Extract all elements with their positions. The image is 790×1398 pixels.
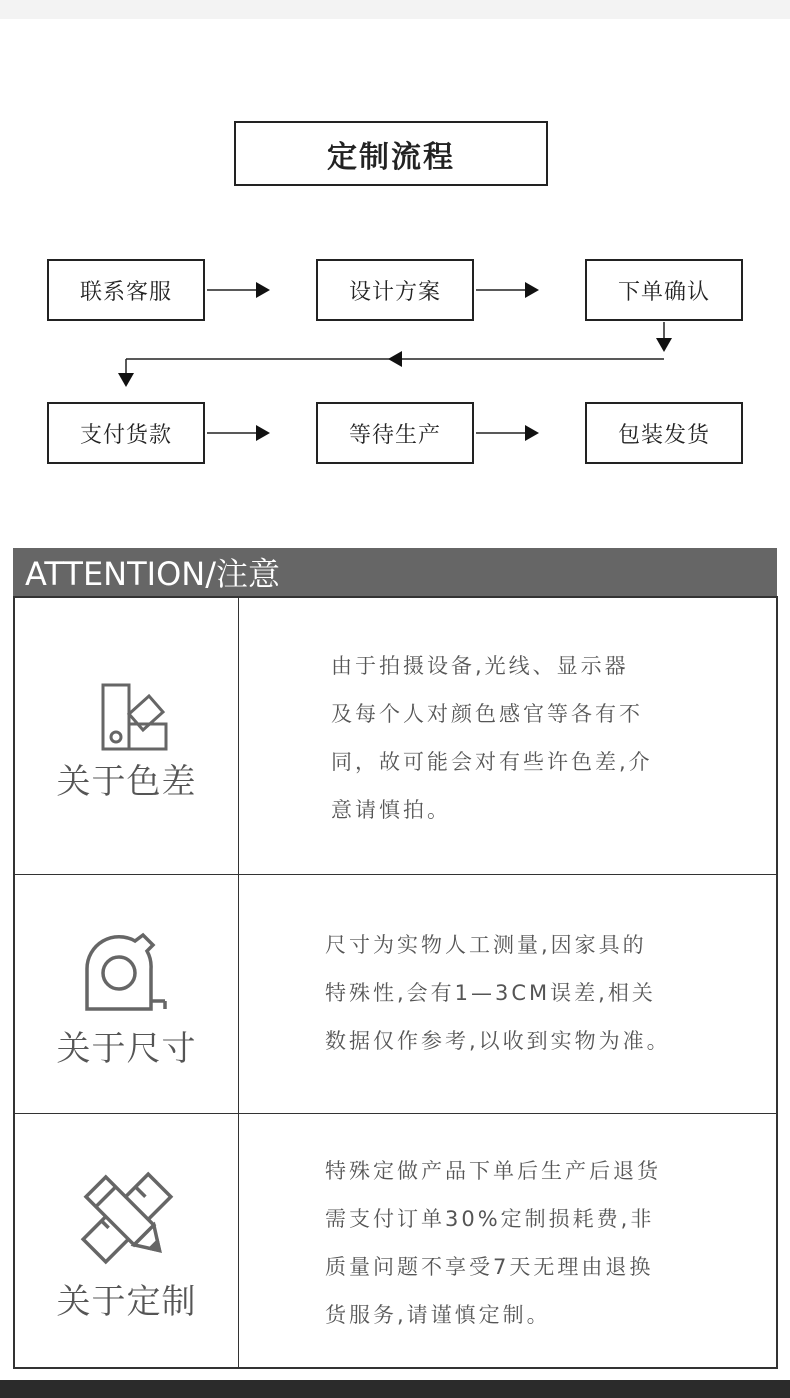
attention-label: 关于定制	[56, 1282, 197, 1322]
process-title: 定制流程	[234, 121, 548, 186]
attention-label: 关于尺寸	[56, 1029, 197, 1069]
flow-step-production: 等待生产	[316, 402, 474, 464]
text-line: 同，故可能会对有些许色差,介	[331, 750, 653, 774]
tape-measure-icon	[77, 931, 169, 1021]
attention-label-cell	[15, 598, 239, 874]
text-line: 由于拍摄设备,光线、显示器	[331, 654, 629, 678]
text-line: 及每个人对颜色感官等各有不	[331, 702, 643, 726]
pencil-ruler-icon	[77, 1170, 177, 1270]
text-line: 意请慎拍。	[331, 798, 451, 822]
attention-label-cell	[15, 875, 239, 1113]
attention-row-size	[15, 875, 776, 1114]
bottom-divider-bar	[0, 1380, 790, 1398]
attention-header: ATTENTION/注意	[13, 548, 777, 596]
attention-label: 关于色差	[56, 762, 197, 802]
text-line: 特殊性,会有1—3CM误差,相关	[325, 981, 656, 1005]
arrow-right-icon	[256, 425, 270, 441]
text-line: 需支付订单30%定制损耗费,非	[325, 1207, 655, 1231]
attention-text-cell	[239, 1114, 776, 1367]
flow-step-confirm: 下单确认	[585, 259, 743, 321]
flow-step-payment: 支付货款	[47, 402, 205, 464]
attention-text-cell	[239, 875, 776, 1113]
text-line: 尺寸为实物人工测量,因家具的	[325, 933, 647, 957]
flow-step-design: 设计方案	[316, 259, 474, 321]
attention-row-color	[15, 598, 776, 875]
text-line: 质量问题不享受7天无理由退换	[325, 1255, 654, 1279]
arrow-left-icon	[388, 351, 402, 367]
attention-row-custom	[15, 1114, 776, 1367]
attention-label-cell	[15, 1114, 239, 1367]
arrow-right-icon	[525, 425, 539, 441]
color-swatch-icon	[99, 682, 169, 756]
attention-table	[13, 596, 778, 1369]
text-line: 数据仅作参考,以收到实物为准。	[325, 1029, 671, 1053]
attention-text-cell	[239, 598, 776, 874]
attention-text	[325, 1147, 661, 1339]
flow-step-shipping: 包装发货	[585, 402, 743, 464]
attention-text	[331, 642, 653, 834]
text-line: 特殊定做产品下单后生产后退货	[325, 1159, 661, 1183]
arrow-down-icon	[118, 373, 134, 387]
text-line: 货服务,请谨慎定制。	[325, 1303, 551, 1327]
attention-text	[325, 921, 671, 1065]
flow-step-contact: 联系客服	[47, 259, 205, 321]
arrow-right-icon	[525, 282, 539, 298]
arrow-right-icon	[256, 282, 270, 298]
arrow-down-icon	[656, 338, 672, 352]
